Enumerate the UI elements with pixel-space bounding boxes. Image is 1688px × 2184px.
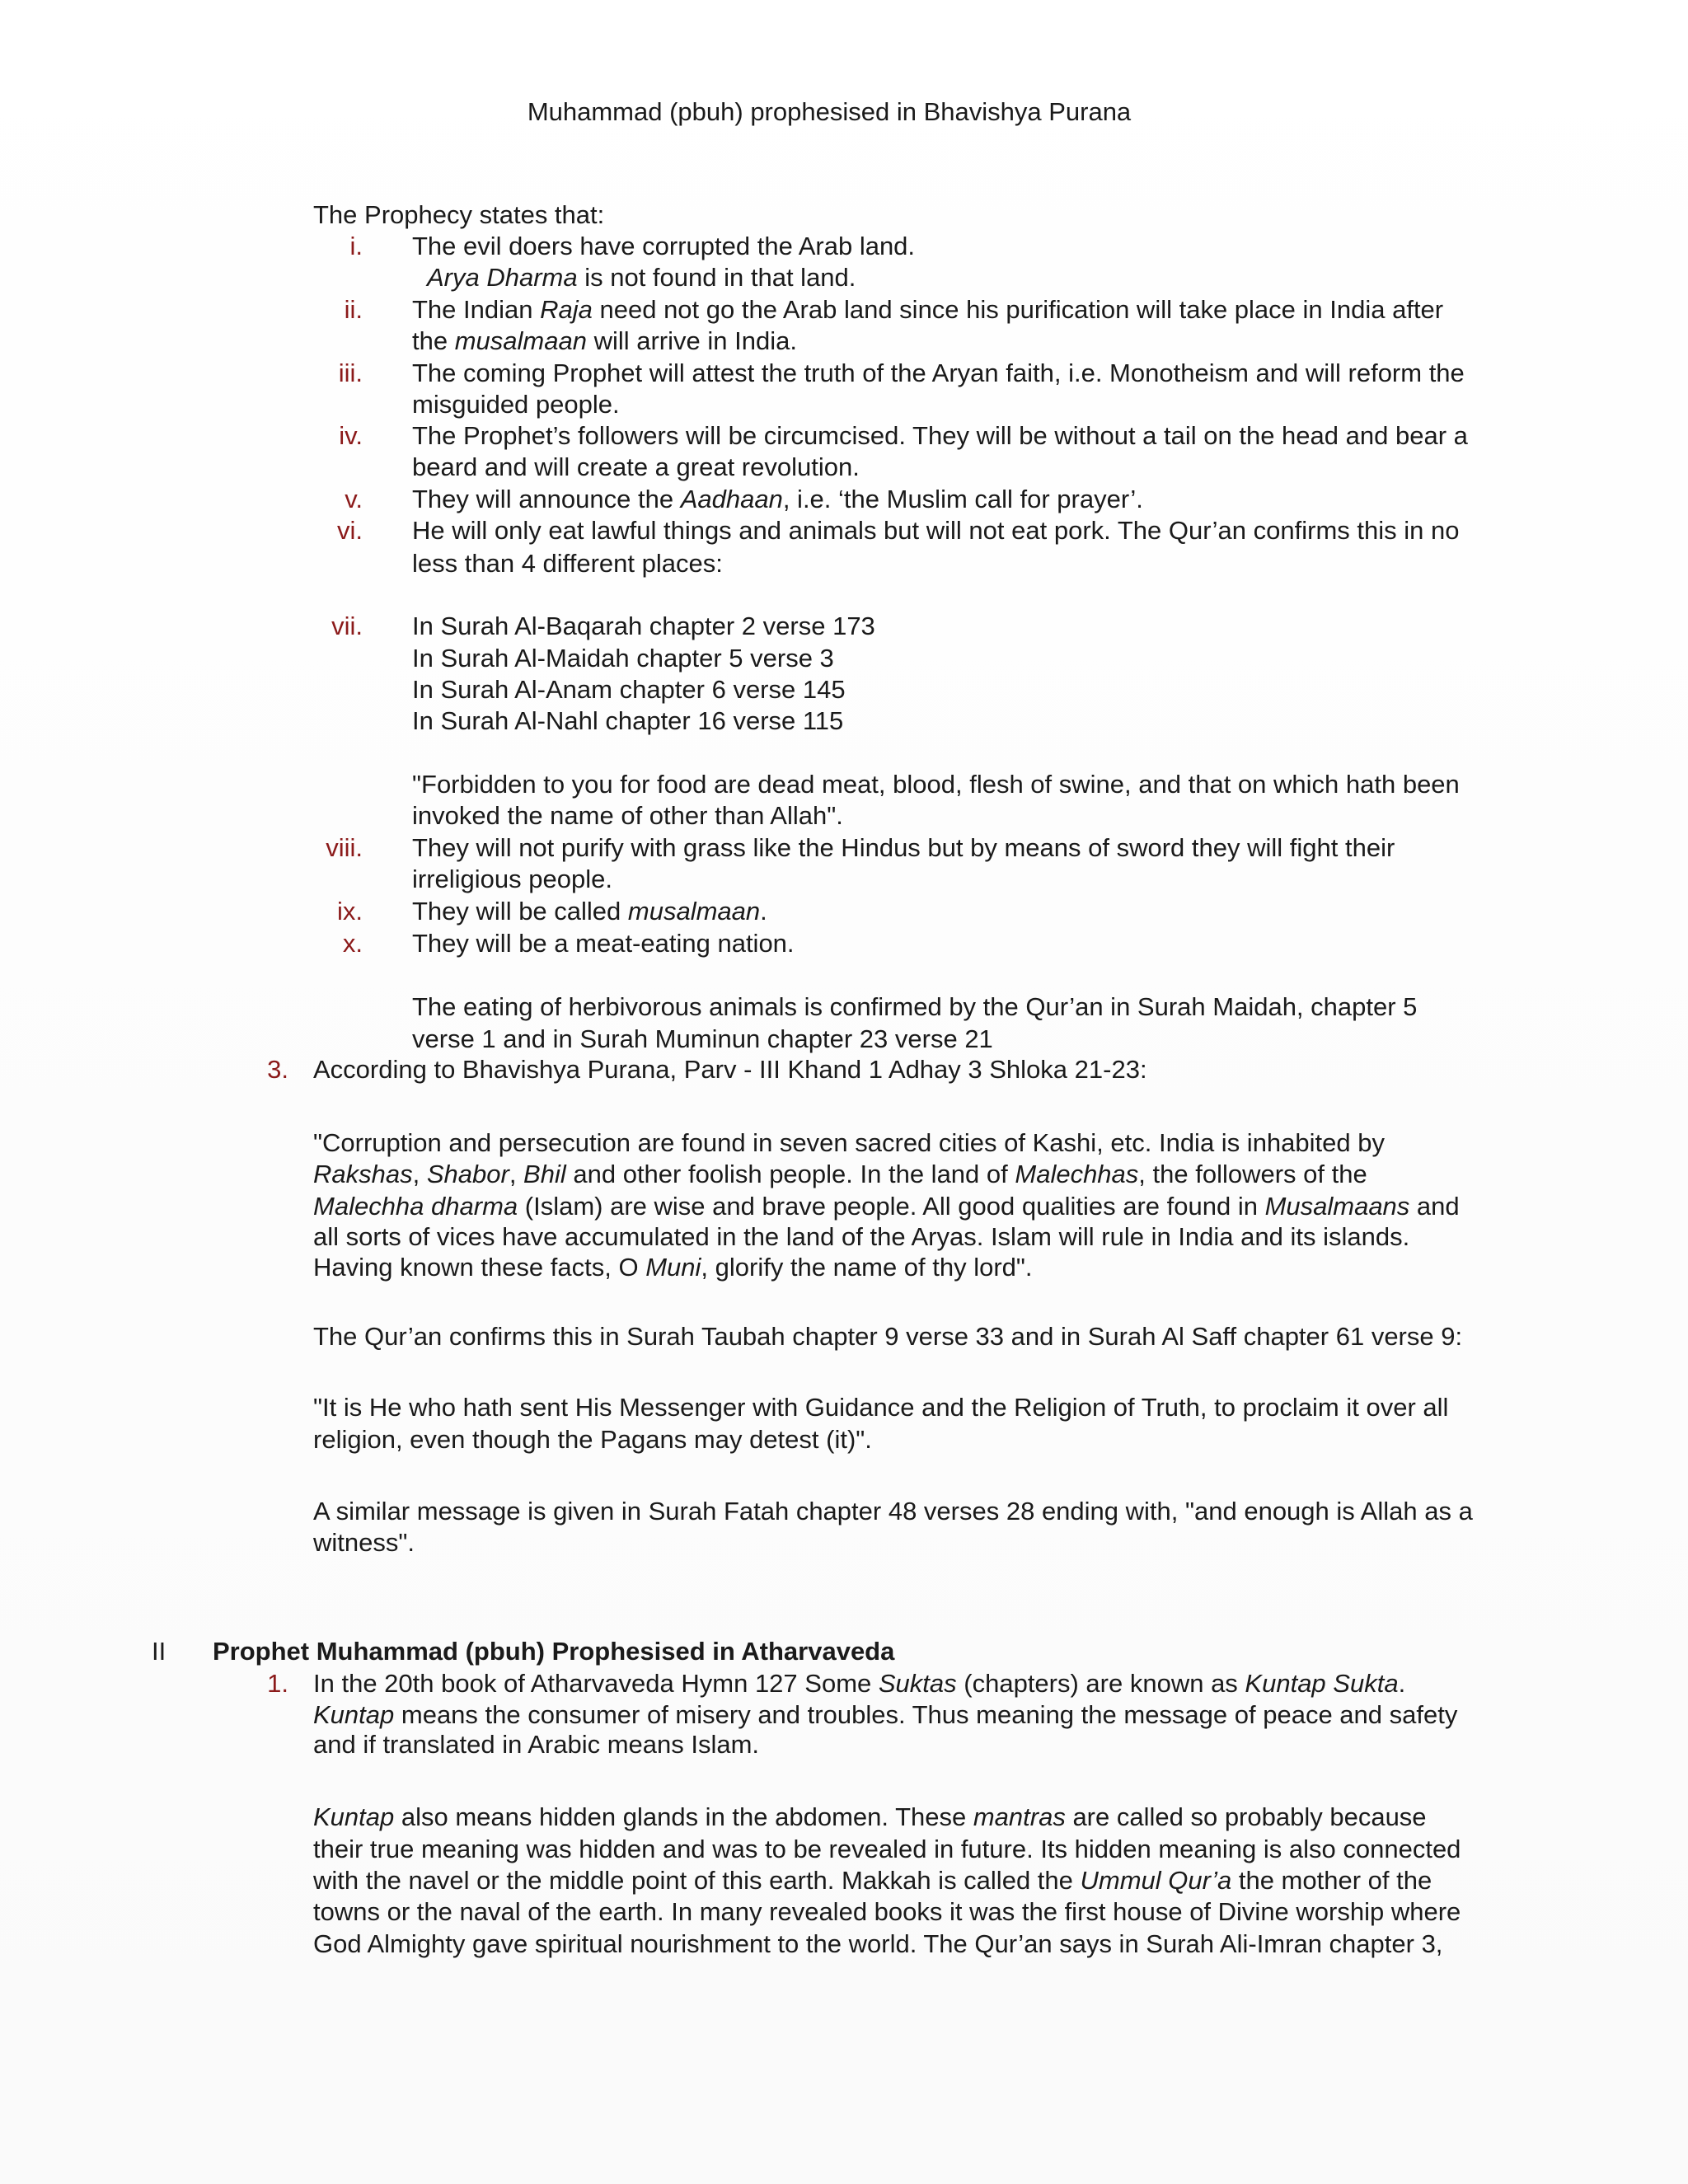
list-item-iii-line1: The coming Prophet will attest the truth of the Aryan faith, i.e. Monotheism and will reform the	[412, 359, 1465, 387]
list-item-vii-line4: In Surah Al-Nahl chapter 16 verse 115	[412, 706, 844, 735]
messenger-quote-line1: "It is He who hath sent His Messenger with Guidance and the Religion of Truth, to proclaim it over all	[313, 1393, 1449, 1422]
list-marker-iv: iv.	[339, 421, 363, 450]
list-item-iv-line1: The Prophet’s followers will be circumcised. They will be without a tail on the head and bear a	[412, 421, 1468, 450]
list-marker-i: i.	[349, 232, 363, 260]
list-item-iv-line2: beard and will create a great revolution.	[412, 452, 860, 481]
list-item-vi-line1: He will only eat lawful things and animals but will not eat pork. The Qur’an confirms this in no	[412, 516, 1460, 545]
list-marker-1: 1.	[267, 1669, 288, 1698]
list-marker-vii: vii.	[331, 612, 363, 640]
kuntap-paragraph-line4: towns or the naval of the earth. In many revealed books it was the first house of Divine worship where	[313, 1897, 1461, 1926]
taubah-paragraph: The Qur’an confirms this in Surah Taubah chapter 9 verse 33 and in Surah Al Saff chapter 61 verse 9:	[313, 1322, 1463, 1351]
quote-forbidden-line2: invoked the name of other than Allah".	[412, 801, 843, 830]
list-item-i-sub: Arya Dharma is not found in that land.	[427, 263, 856, 292]
purana-quote-line5: Having known these facts, O Muni, glorify the name of thy lord".	[313, 1253, 1033, 1282]
kuntap-paragraph-line1: Kuntap also means hidden glands in the abdomen. These mantras are called so probably because	[313, 1802, 1427, 1831]
purana-quote-line4: all sorts of vices have accumulated in the land of the Aryas. Islam will rule in India and its islands.	[313, 1222, 1410, 1251]
list-marker-x: x.	[342, 929, 363, 958]
kuntap-paragraph-line5: God Almighty gave spiritual nourishment to the world. The Qur’an says in Surah Ali-Imran chapter 3,	[313, 1929, 1443, 1958]
section-heading: Prophet Muhammad (pbuh) Prophesised in Atharvaveda	[213, 1637, 895, 1666]
kuntap-paragraph-line2: their true meaning was hidden and was to be revealed in future. Its hidden meaning is also connected	[313, 1835, 1461, 1863]
list-item-ii-line2: the musalmaan will arrive in India.	[412, 326, 797, 355]
list-marker-viii: viii.	[326, 833, 363, 862]
atharvaveda-line1: In the 20th book of Atharvaveda Hymn 127 Some Suktas (chapters) are known as Kuntap Sukta.	[313, 1669, 1406, 1698]
list-item-vii-line3: In Surah Al-Anam chapter 6 verse 145	[412, 675, 846, 704]
kuntap-paragraph-line3: with the navel or the middle point of this earth. Makkah is called the Ummul Qur’a the mother of the	[313, 1866, 1432, 1895]
list-item-v: They will announce the Aadhaan, i.e. ‘the Muslim call for prayer’.	[412, 485, 1143, 513]
list-item-x: They will be a meat-eating nation.	[412, 929, 795, 958]
list-item-ii-line1: The Indian Raja need not go the Arab land since his purification will take place in India after	[412, 295, 1444, 324]
fatah-paragraph-line2: witness".	[313, 1528, 415, 1557]
atharvaveda-line3: and if translated in Arabic means Islam.	[313, 1730, 760, 1759]
fatah-paragraph-line1: A similar message is given in Surah Fatah chapter 48 verses 28 ending with, "and enough is Allah as a	[313, 1497, 1473, 1526]
list-marker-iii: iii.	[338, 359, 363, 387]
messenger-quote-line2: religion, even though the Pagans may detest (it)".	[313, 1425, 872, 1454]
list-item-vii-line1: In Surah Al-Baqarah chapter 2 verse 173	[412, 612, 875, 640]
list-marker-ii: ii.	[344, 295, 363, 324]
quote-forbidden-line1: "Forbidden to you for food are dead meat, blood, flesh of swine, and that on which hath been	[412, 770, 1460, 799]
herbivorous-paragraph-line2: verse 1 and in Surah Muminun chapter 23 verse 21	[412, 1024, 993, 1053]
section-numeral: II	[152, 1637, 166, 1666]
purana-quote-line1: "Corruption and persecution are found in seven sacred cities of Kashi, etc. India is inhabited by	[313, 1128, 1385, 1157]
intro-text: The Prophecy states that:	[313, 200, 605, 229]
list-item-vi-line2: less than 4 different places:	[412, 549, 723, 578]
atharvaveda-line2: Kuntap means the consumer of misery and troubles. Thus meaning the message of peace and safety	[313, 1700, 1458, 1729]
list-item-viii-line1: They will not purify with grass like the Hindus but by means of sword they will fight their	[412, 833, 1395, 862]
list-item-vii-line2: In Surah Al-Maidah chapter 5 verse 3	[412, 644, 834, 673]
page-title: Muhammad (pbuh) prophesised in Bhavishya Purana	[527, 97, 1132, 126]
list-marker-v: v.	[345, 485, 363, 513]
herbivorous-paragraph-line1: The eating of herbivorous animals is confirmed by the Qur’an in Surah Maidah, chapter 5	[412, 992, 1418, 1021]
list-marker-ix: ix.	[337, 897, 363, 926]
purana-quote-line2: Rakshas, Shabor, Bhil and other foolish people. In the land of Malechhas, the followers of the	[313, 1160, 1367, 1188]
purana-quote-line3: Malechha dharma (Islam) are wise and brave people. All good qualities are found in Musalmaans and	[313, 1192, 1460, 1221]
list-item-i: The evil doers have corrupted the Arab land.	[412, 232, 916, 260]
section3-heading: According to Bhavishya Purana, Parv - III Khand 1 Adhay 3 Shloka 21-23:	[313, 1055, 1147, 1084]
list-item-ix: They will be called musalmaan.	[412, 897, 767, 926]
list-marker-vi: vi.	[337, 516, 363, 545]
list-marker-3: 3.	[267, 1055, 288, 1084]
list-item-iii-line2: misguided people.	[412, 390, 620, 419]
list-item-viii-line2: irreligious people.	[412, 865, 612, 893]
